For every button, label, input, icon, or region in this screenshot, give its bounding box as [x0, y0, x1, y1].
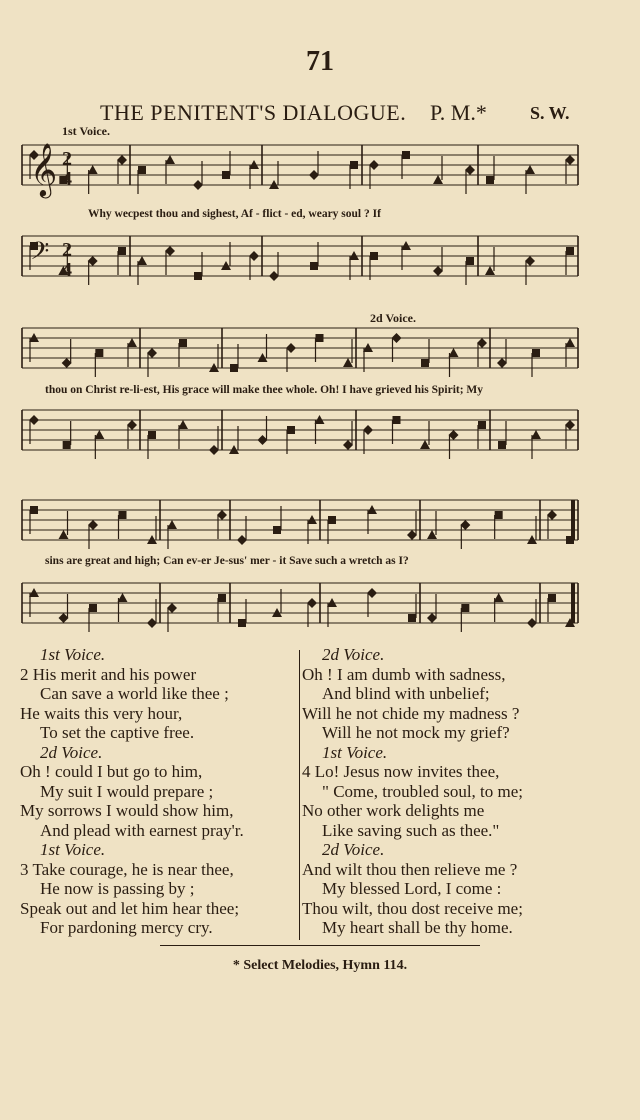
- verses-left-column: [20, 645, 300, 938]
- verse-line: Can save a world like thee ;: [40, 684, 229, 703]
- verse-line: Oh ! I am dumb with sadness,: [302, 664, 506, 684]
- verse-line: 4 Lo! Jesus now invites thee,: [302, 762, 500, 781]
- note-head: [95, 349, 103, 357]
- note-head: [310, 262, 318, 270]
- lyrics-line-3: sins are great and high; Can ev-er Je-sus' mer - it Save such a wretch as I?: [45, 555, 409, 567]
- note-head: [495, 511, 503, 519]
- note-head: [328, 516, 336, 524]
- verse-line: Will he not mock my grief?: [322, 723, 510, 742]
- verse-line: " Come, troubled soul, to me;: [322, 781, 524, 801]
- note-head: [370, 252, 378, 260]
- verse-line: And plead with earnest pray'r.: [40, 820, 244, 840]
- note-head: [393, 416, 401, 424]
- treble-clef: 𝄞: [30, 142, 58, 196]
- time-signature: 4: [62, 259, 72, 281]
- voice-label: 2d Voice.: [322, 840, 385, 859]
- note-head: [273, 526, 281, 534]
- note-head: [532, 349, 540, 357]
- verse-line: For pardoning mercy cry.: [40, 918, 213, 937]
- verse-line: Will he not chide my madness ?: [302, 703, 520, 723]
- note-head: [148, 431, 156, 439]
- composer-initials: S. W.: [530, 103, 570, 123]
- note-head: [408, 614, 416, 622]
- time-signature: 2: [62, 239, 72, 261]
- verse-line: My sorrows I would show him,: [20, 801, 234, 820]
- note-head: [194, 272, 202, 280]
- note-head: [478, 421, 486, 429]
- verse-line: Speak out and let him hear thee;: [20, 898, 240, 918]
- voice-label: 2d Voice.: [322, 645, 385, 664]
- final-bar: [571, 500, 575, 540]
- page-number: 71: [306, 46, 334, 77]
- verses: [20, 645, 620, 945]
- verse-line: My heart shall be thy home.: [322, 918, 513, 937]
- note-head: [118, 247, 126, 255]
- verse-line: Thou wilt, thou dost receive me;: [302, 898, 523, 918]
- note-head: [238, 619, 246, 627]
- bass-clef: 𝄢: [30, 237, 50, 272]
- lyrics-line-2: thou on Christ re-li-est, His grace will make thee whole. Oh! I have grieved his Spirit; My: [45, 384, 484, 396]
- voice-label: 1st Voice.: [322, 742, 388, 762]
- note-head: [218, 594, 226, 602]
- note-head: [179, 339, 187, 347]
- note-head: [421, 359, 429, 367]
- voice-label: 2d Voice.: [40, 742, 103, 762]
- voice-label: 1st Voice.: [40, 840, 106, 859]
- note-head: [222, 171, 230, 179]
- footnote: * Select Melodies, Hymn 114.: [232, 958, 408, 973]
- note-head: [461, 604, 469, 612]
- note-head: [566, 247, 574, 255]
- verse-line: He waits this very hour,: [20, 703, 183, 723]
- lyrics-line-1: Why wecpest thou and sighest, Af - flict - ed, weary soul ? If: [88, 208, 381, 220]
- voice-label-2d: 2d Voice.: [370, 311, 417, 325]
- meter-mark: P. M.*: [430, 100, 487, 125]
- note-head: [498, 441, 506, 449]
- verse-line: No other work delights me: [302, 801, 485, 820]
- verse-line: And wilt thou then relieve me ?: [302, 859, 518, 879]
- note-head: [402, 151, 410, 159]
- note-head: [63, 441, 71, 449]
- verse-line: My blessed Lord, I come :: [322, 879, 502, 898]
- note-head: [89, 604, 97, 612]
- note-head: [486, 176, 494, 184]
- verses-right-column: [302, 645, 622, 938]
- note-head: [287, 426, 295, 434]
- verse-line: He now is passing by ;: [40, 879, 195, 898]
- note-head: [548, 594, 556, 602]
- time-signature: 2: [62, 148, 72, 170]
- verse-line: 3 Take courage, he is near thee,: [20, 859, 234, 879]
- note-head: [230, 364, 238, 372]
- note-head: [119, 511, 127, 519]
- note-head: [466, 257, 474, 265]
- note-head: [316, 334, 324, 342]
- verse-line: Oh ! could I but go to him,: [20, 762, 203, 781]
- time-signature: 4: [62, 168, 72, 190]
- verse-line: Like saving such as thee.": [322, 820, 500, 840]
- verse-line: My suit I would prepare ;: [40, 781, 214, 801]
- verse-line: To set the captive free.: [40, 723, 195, 742]
- note-head: [350, 161, 358, 169]
- verse-line: 2 His merit and his power: [20, 664, 197, 684]
- verse-line: And blind with unbelief;: [322, 684, 490, 703]
- note-head: [30, 506, 38, 514]
- voice-label-1st: 1st Voice.: [62, 124, 110, 138]
- hymn-title: THE PENITENT'S DIALOGUE.: [100, 100, 407, 125]
- voice-label: 1st Voice.: [40, 645, 106, 664]
- final-bar: [571, 583, 575, 623]
- note-head: [138, 166, 146, 174]
- footnote-rule: [160, 945, 480, 946]
